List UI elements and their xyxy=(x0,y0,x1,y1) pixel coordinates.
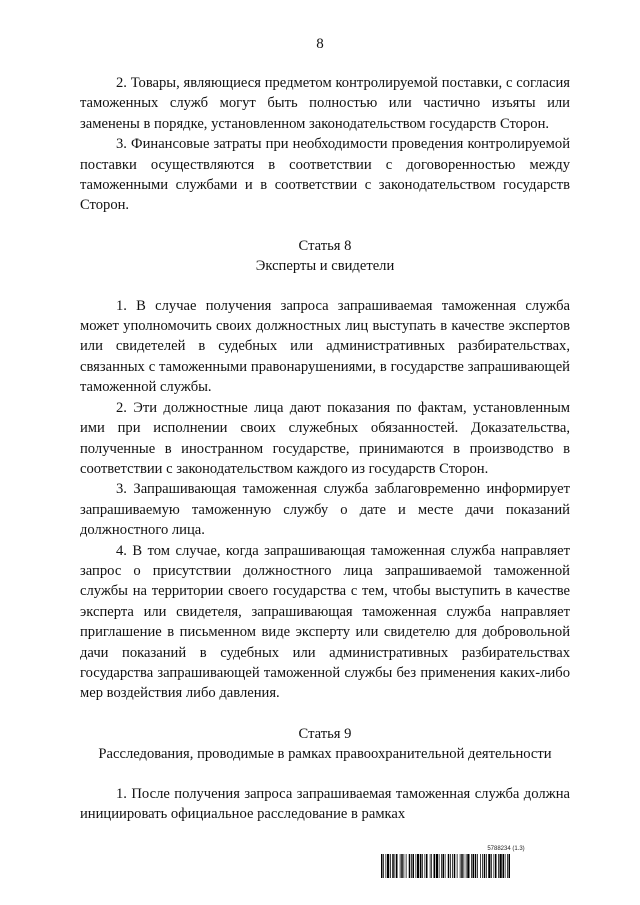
barcode-bar xyxy=(452,854,453,878)
paragraph: 3. Запрашивающая таможенная служба заблаговременно информирует запрашиваемую таможенную службу о дате и месте дачи показаний должностного лица. xyxy=(80,481,570,539)
barcode-bar xyxy=(448,854,450,878)
barcode-bar xyxy=(461,854,463,878)
page-number: 8 xyxy=(316,36,324,52)
barcode-bar xyxy=(443,854,445,878)
barcode-bar xyxy=(503,854,505,878)
barcode-bar xyxy=(505,854,506,878)
article-title: Расследования, проводимые в рамках правоохранительной деятельности xyxy=(98,746,552,763)
barcode-icon xyxy=(381,854,571,878)
barcode-bar xyxy=(509,854,511,878)
barcode-bar xyxy=(507,854,508,878)
barcode-bar xyxy=(491,854,492,878)
barcode-bar xyxy=(454,854,456,878)
barcode-bar xyxy=(477,854,478,878)
barcode-bar xyxy=(495,854,497,878)
barcode-bar xyxy=(417,854,419,878)
paragraph: 4. В том случае, когда запрашивающая таможенная служба направляет запрос о присутствии должностного лица запрашиваемой таможенной службы на территории своего государства с тем, чтобы выступить в качестве эксперта или свидетеля, запрашивающая таможенная служба направляет приглашение в письменном виде эксперту или свидетелю для добровольной дачи показаний в судебных или административных разбирательствах государства запрашивающей таможенной службы без применения каких-либо мер воздействия либо давления. xyxy=(80,542,570,702)
barcode-bar xyxy=(480,854,481,878)
barcode-bar xyxy=(401,854,403,878)
barcode-bar xyxy=(430,854,431,878)
barcode-bar xyxy=(450,854,451,878)
barcode-bar xyxy=(473,854,475,878)
barcode-bar xyxy=(445,854,446,878)
barcode-bar xyxy=(500,854,502,878)
document-code: 5788234 (1.3) xyxy=(487,846,525,852)
barcode-bar xyxy=(400,854,401,878)
barcode-bar xyxy=(484,854,486,878)
paragraph: 1. После получения запроса запрашиваемая таможенная служба должна инициировать официальное расследование в рамках xyxy=(80,785,570,822)
barcode-bar xyxy=(396,854,398,878)
barcode-bar xyxy=(406,854,407,878)
barcode-bar xyxy=(381,854,383,878)
barcode-bar xyxy=(434,854,436,878)
barcode-bar xyxy=(488,854,490,878)
barcode-bar xyxy=(431,854,432,878)
barcode-bar xyxy=(411,854,412,878)
article-9 xyxy=(80,724,570,825)
barcode-bar xyxy=(425,854,426,878)
barcode-bar xyxy=(390,854,391,878)
paragraph: 3. Финансовые затраты при необходимости проведения контролируемой поставки осуществляются в соответствии с договоренностью между таможенными службами и в соответствии с законодательством государств Сторон. xyxy=(80,136,570,214)
barcode-bar xyxy=(441,854,442,878)
barcode-bar xyxy=(436,854,438,878)
barcode-bar xyxy=(460,854,461,878)
article-number: Статья 9 xyxy=(298,725,352,742)
barcode-bar xyxy=(404,854,405,878)
document-body xyxy=(80,73,570,824)
continuation-block xyxy=(80,73,570,216)
barcode-bar xyxy=(466,854,467,878)
barcode-bar xyxy=(426,854,428,878)
barcode-bar xyxy=(494,854,495,878)
document-barcode xyxy=(381,845,571,878)
barcode-bar xyxy=(457,854,458,878)
barcode-bar xyxy=(467,854,469,878)
article-title: Эксперты и свидетели xyxy=(255,258,395,275)
paragraph: 1. В случае получения запроса запрашиваемая таможенная служба может уполномочить своих должностных лиц выступать в качестве экспертов или свидетелей в судебных или административных разбирательствах, связанных с таможенными правонарушениями, в государстве запрашивающей таможенной службы. xyxy=(80,297,570,396)
barcode-bar xyxy=(387,854,389,878)
article-number: Статья 8 xyxy=(298,237,352,254)
barcode-bar xyxy=(420,854,422,878)
paragraph: 2. Эти должностные лица дают показания по фактам, установленным ими при исполнении своих служебных обязанностей. Доказательства, полученные в иностранном государстве, принимаются в производство в соответствии с законодательством каждого из государств Сторон. xyxy=(80,399,570,477)
barcode-bar xyxy=(498,854,499,878)
barcode-bar xyxy=(413,854,415,878)
barcode-bar xyxy=(386,854,387,878)
article-8 xyxy=(80,236,570,704)
paragraph: 2. Товары, являющиеся предметом контролируемой поставки, с согласия таможенных служб могут быть полностью или частично изъяты или заменены в порядке, установленном законодательством государств Сторон. xyxy=(80,75,570,132)
barcode-bar xyxy=(486,854,487,878)
barcode-bar xyxy=(392,854,394,878)
barcode-bar xyxy=(464,854,465,878)
barcode-bar xyxy=(416,854,417,878)
barcode-bar xyxy=(482,854,483,878)
barcode-bar xyxy=(471,854,472,878)
barcode-bar xyxy=(439,854,440,878)
barcode-bar xyxy=(383,854,384,878)
barcode-bar xyxy=(422,854,423,878)
barcode-bar xyxy=(395,854,396,878)
barcode-bar xyxy=(409,854,411,878)
barcode-bar xyxy=(475,854,477,878)
